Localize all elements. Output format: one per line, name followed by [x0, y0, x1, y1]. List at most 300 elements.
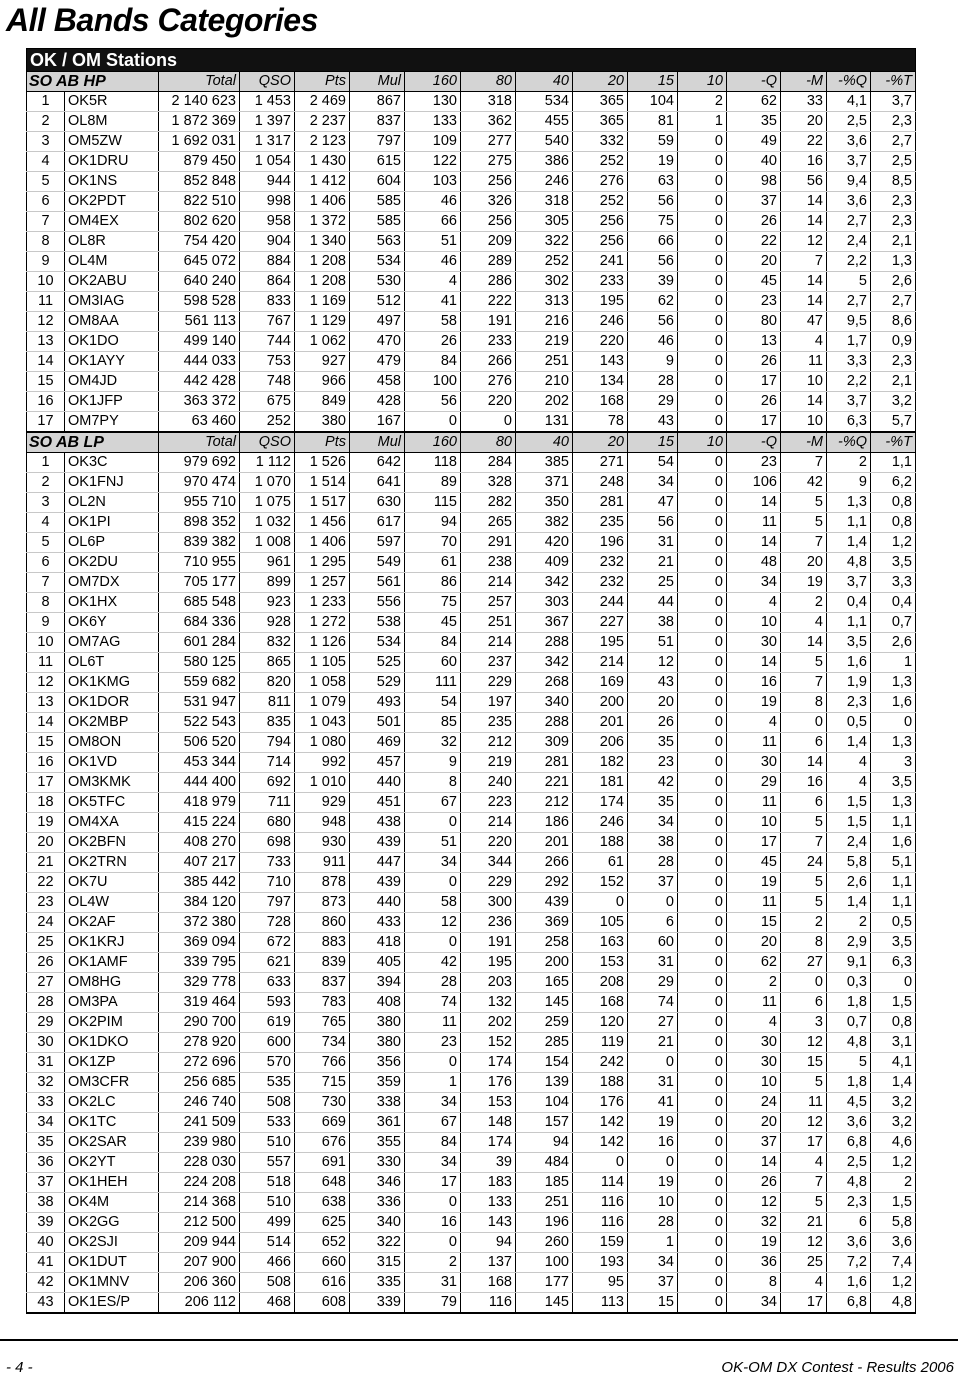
value-cell: 15	[781, 1053, 827, 1073]
value-cell: 277	[461, 132, 516, 152]
callsign-cell: OK1HEH	[65, 1173, 159, 1193]
value-cell: 559 682	[159, 673, 240, 693]
value-cell: 251	[516, 352, 573, 372]
value-cell: 359	[350, 1073, 405, 1093]
value-cell: 4,6	[871, 1133, 916, 1153]
value-cell: 1 062	[295, 332, 350, 352]
value-cell: 754 420	[159, 232, 240, 252]
value-cell: 660	[295, 1253, 350, 1273]
value-cell: 6	[827, 1213, 871, 1233]
value-cell: 188	[573, 1073, 628, 1093]
value-cell: 1 079	[295, 693, 350, 713]
value-cell: 4	[827, 753, 871, 773]
callsign-cell: OK1ES/P	[65, 1293, 159, 1314]
value-cell: 28	[405, 973, 461, 993]
value-cell: 2 123	[295, 132, 350, 152]
value-cell: 0	[871, 973, 916, 993]
callsign-cell: OK1AMF	[65, 953, 159, 973]
value-cell: 174	[461, 1053, 516, 1073]
value-cell: 67	[405, 1113, 461, 1133]
value-cell: 864	[240, 272, 295, 292]
value-cell: 0	[678, 633, 727, 653]
rank-cell: 11	[27, 292, 65, 312]
value-cell: 174	[573, 793, 628, 813]
value-cell: 196	[516, 1213, 573, 1233]
rank-cell: 29	[27, 1013, 65, 1033]
value-cell: 1 008	[240, 533, 295, 553]
value-cell: 1,6	[827, 653, 871, 673]
value-cell: 766	[295, 1053, 350, 1073]
value-cell: 765	[295, 1013, 350, 1033]
rank-cell: 30	[27, 1033, 65, 1053]
value-cell: 839	[295, 953, 350, 973]
value-cell: 21	[628, 553, 678, 573]
value-cell: 597	[350, 533, 405, 553]
value-cell: 214	[461, 813, 516, 833]
value-cell: 256	[573, 232, 628, 252]
value-cell: 43	[628, 412, 678, 433]
table-row	[27, 272, 916, 292]
value-cell: 1 043	[295, 713, 350, 733]
value-cell: 19	[781, 573, 827, 593]
table-row	[27, 833, 916, 853]
value-cell: 692	[240, 773, 295, 793]
value-cell: 322	[350, 1233, 405, 1253]
value-cell: 625	[295, 1213, 350, 1233]
value-cell: 1 208	[295, 252, 350, 272]
value-cell: 201	[516, 833, 573, 853]
value-cell: 0	[678, 693, 727, 713]
value-cell: 133	[405, 112, 461, 132]
value-cell: 2,9	[827, 933, 871, 953]
table-row	[27, 1173, 916, 1193]
value-cell: 748	[240, 372, 295, 392]
value-cell: 30	[727, 633, 781, 653]
value-cell: 1 169	[295, 292, 350, 312]
table-row	[27, 773, 916, 793]
rank-cell: 37	[27, 1173, 65, 1193]
callsign-cell: OL8R	[65, 232, 159, 252]
value-cell: 139	[516, 1073, 573, 1093]
value-cell: 0	[405, 873, 461, 893]
value-cell: 8,5	[871, 172, 916, 192]
value-cell: 252	[573, 192, 628, 212]
rank-cell: 12	[27, 312, 65, 332]
value-cell: 621	[240, 953, 295, 973]
value-cell: 34	[405, 1093, 461, 1113]
value-cell: 212	[516, 793, 573, 813]
table-row	[27, 212, 916, 232]
value-cell: 867	[350, 92, 405, 112]
value-cell: 5	[781, 493, 827, 513]
value-cell: 6	[781, 993, 827, 1013]
value-cell: 12	[727, 1193, 781, 1213]
table-row	[27, 1073, 916, 1093]
value-cell: 305	[516, 212, 573, 232]
value-cell: 873	[295, 893, 350, 913]
value-cell: 7	[781, 1173, 827, 1193]
value-cell: 2 469	[295, 92, 350, 112]
value-cell: 26	[727, 1173, 781, 1193]
value-cell: 0	[573, 893, 628, 913]
value-cell: 201	[573, 713, 628, 733]
value-cell: 1,8	[827, 1073, 871, 1093]
value-cell: 47	[628, 493, 678, 513]
value-cell: 534	[516, 92, 573, 112]
value-cell: 4	[405, 272, 461, 292]
value-cell: 0	[678, 1273, 727, 1293]
value-cell: 10	[781, 412, 827, 433]
callsign-cell: OM3KMK	[65, 773, 159, 793]
value-cell: 415 224	[159, 813, 240, 833]
value-cell: 453 344	[159, 753, 240, 773]
rank-cell: 22	[27, 873, 65, 893]
value-cell: 3,2	[871, 1113, 916, 1133]
value-cell: 37	[727, 192, 781, 212]
value-cell: 879 450	[159, 152, 240, 172]
value-cell: 1,8	[827, 993, 871, 1013]
value-cell: 23	[727, 453, 781, 473]
value-cell: 95	[573, 1273, 628, 1293]
section-title: OK / OM Stations	[27, 49, 916, 72]
value-cell: 4	[781, 1153, 827, 1173]
value-cell: 2,7	[871, 132, 916, 152]
value-cell: 12	[781, 232, 827, 252]
value-cell: 35	[727, 112, 781, 132]
value-cell: 36	[727, 1253, 781, 1273]
value-cell: 220	[461, 392, 516, 412]
value-cell: 47	[781, 312, 827, 332]
value-cell: 44	[628, 593, 678, 613]
value-cell: 6,8	[827, 1133, 871, 1153]
value-cell: 0,9	[871, 332, 916, 352]
value-cell: 5,7	[871, 412, 916, 433]
value-cell: 9	[405, 753, 461, 773]
value-cell: 899	[240, 573, 295, 593]
value-cell: 715	[295, 1073, 350, 1093]
value-cell: 252	[573, 152, 628, 172]
rank-cell: 4	[27, 152, 65, 172]
value-cell: 214	[461, 633, 516, 653]
value-cell: 9,1	[827, 953, 871, 973]
value-cell: 19	[628, 1113, 678, 1133]
footer-page-number: - 4 -	[6, 1359, 33, 1376]
value-cell: 145	[516, 1293, 573, 1314]
value-cell: 563	[350, 232, 405, 252]
rank-cell: 15	[27, 372, 65, 392]
value-cell: 733	[240, 853, 295, 873]
callsign-cell: OM7AG	[65, 633, 159, 653]
value-cell: 455	[516, 112, 573, 132]
value-cell: 84	[405, 1133, 461, 1153]
value-cell: 0	[678, 1013, 727, 1033]
value-cell: 34	[628, 813, 678, 833]
value-cell: 444 033	[159, 352, 240, 372]
table-row	[27, 332, 916, 352]
value-cell: 4	[781, 1273, 827, 1293]
value-cell: 0,8	[871, 1013, 916, 1033]
value-cell: 59	[628, 132, 678, 152]
value-cell: 54	[628, 453, 678, 473]
value-cell: 152	[573, 873, 628, 893]
table-row	[27, 453, 916, 473]
value-cell: 444 400	[159, 773, 240, 793]
value-cell: 142	[573, 1133, 628, 1153]
value-cell: 35	[628, 793, 678, 813]
callsign-cell: OK4M	[65, 1193, 159, 1213]
value-cell: 0	[678, 1133, 727, 1153]
table-row	[27, 873, 916, 893]
value-cell: 75	[628, 212, 678, 232]
value-cell: 1,5	[871, 993, 916, 1013]
value-cell: 1 105	[295, 653, 350, 673]
value-cell: 159	[573, 1233, 628, 1253]
value-cell: 1 257	[295, 573, 350, 593]
value-cell: 14	[727, 493, 781, 513]
callsign-cell: OK2DU	[65, 553, 159, 573]
value-cell: 241 509	[159, 1113, 240, 1133]
value-cell: 203	[461, 973, 516, 993]
value-cell: 26	[727, 352, 781, 372]
value-cell: 4,1	[871, 1053, 916, 1073]
value-cell: 100	[405, 372, 461, 392]
callsign-cell: OK2TRN	[65, 853, 159, 873]
value-cell: 23	[405, 1033, 461, 1053]
value-cell: 7	[781, 533, 827, 553]
value-cell: 7,2	[827, 1253, 871, 1273]
value-cell: 63 460	[159, 412, 240, 433]
rank-cell: 40	[27, 1233, 65, 1253]
value-cell: 40	[727, 152, 781, 172]
value-cell: 998	[240, 192, 295, 212]
value-cell: 0	[678, 593, 727, 613]
value-cell: 256	[573, 212, 628, 232]
value-cell: 1 517	[295, 493, 350, 513]
value-cell: 753	[240, 352, 295, 372]
table-row	[27, 412, 916, 433]
rank-cell: 8	[27, 232, 65, 252]
value-cell: 8	[727, 1273, 781, 1293]
value-cell: 0	[678, 753, 727, 773]
value-cell: 31	[628, 1073, 678, 1093]
value-cell: 380	[350, 1013, 405, 1033]
value-cell: 37	[628, 1273, 678, 1293]
table-row	[27, 1013, 916, 1033]
column-header: 160	[405, 72, 461, 92]
value-cell: 0	[678, 1253, 727, 1273]
value-cell: 0	[781, 973, 827, 993]
value-cell: 8	[781, 933, 827, 953]
rank-cell: 24	[27, 913, 65, 933]
rank-cell: 39	[27, 1213, 65, 1233]
value-cell: 248	[573, 473, 628, 493]
value-cell: 440	[350, 893, 405, 913]
value-cell: 675	[240, 392, 295, 412]
value-cell: 0	[678, 1053, 727, 1073]
value-cell: 216	[516, 312, 573, 332]
value-cell: 0,8	[871, 493, 916, 513]
value-cell: 0	[678, 913, 727, 933]
rank-cell: 1	[27, 453, 65, 473]
value-cell: 811	[240, 693, 295, 713]
value-cell: 438	[350, 813, 405, 833]
column-header: 15	[628, 432, 678, 453]
value-cell: 0	[678, 1233, 727, 1253]
value-cell: 680	[240, 813, 295, 833]
value-cell: 535	[240, 1073, 295, 1093]
value-cell: 1 054	[240, 152, 295, 172]
value-cell: 94	[405, 513, 461, 533]
value-cell: 14	[781, 192, 827, 212]
value-cell: 12	[781, 1033, 827, 1053]
value-cell: 176	[461, 1073, 516, 1093]
callsign-cell: OK1MNV	[65, 1273, 159, 1293]
value-cell: 744	[240, 332, 295, 352]
table-row	[27, 733, 916, 753]
value-cell: 822 510	[159, 192, 240, 212]
value-cell: 0	[678, 773, 727, 793]
rank-cell: 27	[27, 973, 65, 993]
rank-cell: 14	[27, 713, 65, 733]
value-cell: 598 528	[159, 292, 240, 312]
callsign-cell: OM3PA	[65, 993, 159, 1013]
value-cell: 188	[573, 833, 628, 853]
value-cell: 19	[727, 693, 781, 713]
value-cell: 332	[573, 132, 628, 152]
value-cell: 534	[350, 252, 405, 272]
value-cell: 1,9	[827, 673, 871, 693]
value-cell: 979 692	[159, 453, 240, 473]
rank-cell: 13	[27, 693, 65, 713]
value-cell: 202	[461, 1013, 516, 1033]
value-cell: 6,8	[827, 1293, 871, 1314]
value-cell: 570	[240, 1053, 295, 1073]
value-cell: 260	[516, 1233, 573, 1253]
callsign-cell: OK1DRU	[65, 152, 159, 172]
value-cell: 14	[727, 653, 781, 673]
value-cell: 409	[516, 553, 573, 573]
value-cell: 0	[781, 713, 827, 733]
value-cell: 617	[350, 513, 405, 533]
value-cell: 16	[781, 152, 827, 172]
value-cell: 1,1	[871, 813, 916, 833]
value-cell: 0	[678, 1113, 727, 1133]
value-cell: 251	[461, 613, 516, 633]
value-cell: 442 428	[159, 372, 240, 392]
value-cell: 451	[350, 793, 405, 813]
value-cell: 339 795	[159, 953, 240, 973]
value-cell: 27	[781, 953, 827, 973]
rank-cell: 25	[27, 933, 65, 953]
value-cell: 365	[573, 112, 628, 132]
value-cell: 470	[350, 332, 405, 352]
value-cell: 31	[628, 533, 678, 553]
value-cell: 26	[628, 713, 678, 733]
value-cell: 832	[240, 633, 295, 653]
value-cell: 291	[461, 533, 516, 553]
callsign-cell: OM7DX	[65, 573, 159, 593]
rank-cell: 10	[27, 633, 65, 653]
value-cell: 0	[678, 993, 727, 1013]
table-row	[27, 1253, 916, 1273]
value-cell: 2	[827, 453, 871, 473]
rank-cell: 34	[27, 1113, 65, 1133]
value-cell: 16	[727, 673, 781, 693]
value-cell: 1 430	[295, 152, 350, 172]
value-cell: 561 113	[159, 312, 240, 332]
value-cell: 992	[295, 753, 350, 773]
value-cell: 372 380	[159, 913, 240, 933]
value-cell: 182	[573, 753, 628, 773]
value-cell: 0	[678, 412, 727, 433]
results-table	[26, 48, 916, 1314]
rank-cell: 3	[27, 132, 65, 152]
value-cell: 371	[516, 473, 573, 493]
rank-cell: 36	[27, 1153, 65, 1173]
column-header: Mul	[350, 72, 405, 92]
value-cell: 22	[727, 232, 781, 252]
value-cell: 1,4	[827, 533, 871, 553]
value-cell: 0	[678, 312, 727, 332]
value-cell: 457	[350, 753, 405, 773]
value-cell: 302	[516, 272, 573, 292]
value-cell: 4	[727, 1013, 781, 1033]
rank-cell: 10	[27, 272, 65, 292]
value-cell: 3,1	[871, 1033, 916, 1053]
value-cell: 46	[405, 192, 461, 212]
value-cell: 499	[240, 1213, 295, 1233]
value-cell: 74	[628, 993, 678, 1013]
value-cell: 79	[405, 1293, 461, 1314]
callsign-cell: OM8HG	[65, 973, 159, 993]
callsign-cell: OK2AF	[65, 913, 159, 933]
value-cell: 14	[781, 292, 827, 312]
value-cell: 1 126	[295, 633, 350, 653]
table-row	[27, 232, 916, 252]
callsign-cell: OK2BFN	[65, 833, 159, 853]
value-cell: 439	[350, 873, 405, 893]
rank-cell: 9	[27, 252, 65, 272]
table-row	[27, 1233, 916, 1253]
value-cell: 0	[405, 813, 461, 833]
value-cell: 2,6	[871, 272, 916, 292]
value-cell: 3,5	[871, 773, 916, 793]
value-cell: 904	[240, 232, 295, 252]
value-cell: 145	[516, 993, 573, 1013]
value-cell: 1 372	[295, 212, 350, 232]
callsign-cell: OL8M	[65, 112, 159, 132]
value-cell: 0	[678, 1073, 727, 1093]
rank-cell: 35	[27, 1133, 65, 1153]
value-cell: 21	[628, 1033, 678, 1053]
value-cell: 94	[516, 1133, 573, 1153]
value-cell: 235	[573, 513, 628, 533]
value-cell: 10	[727, 613, 781, 633]
table-row	[27, 633, 916, 653]
value-cell: 134	[573, 372, 628, 392]
value-cell: 56	[628, 252, 678, 272]
column-header: -Q	[727, 72, 781, 92]
value-cell: 0	[678, 553, 727, 573]
value-cell: 1,6	[871, 833, 916, 853]
value-cell: 510	[240, 1133, 295, 1153]
value-cell: 19	[727, 873, 781, 893]
value-cell: 256	[461, 212, 516, 232]
value-cell: 0	[405, 1193, 461, 1213]
value-cell: 17	[781, 1133, 827, 1153]
value-cell: 168	[573, 392, 628, 412]
category-name: SO AB HP	[27, 72, 159, 92]
